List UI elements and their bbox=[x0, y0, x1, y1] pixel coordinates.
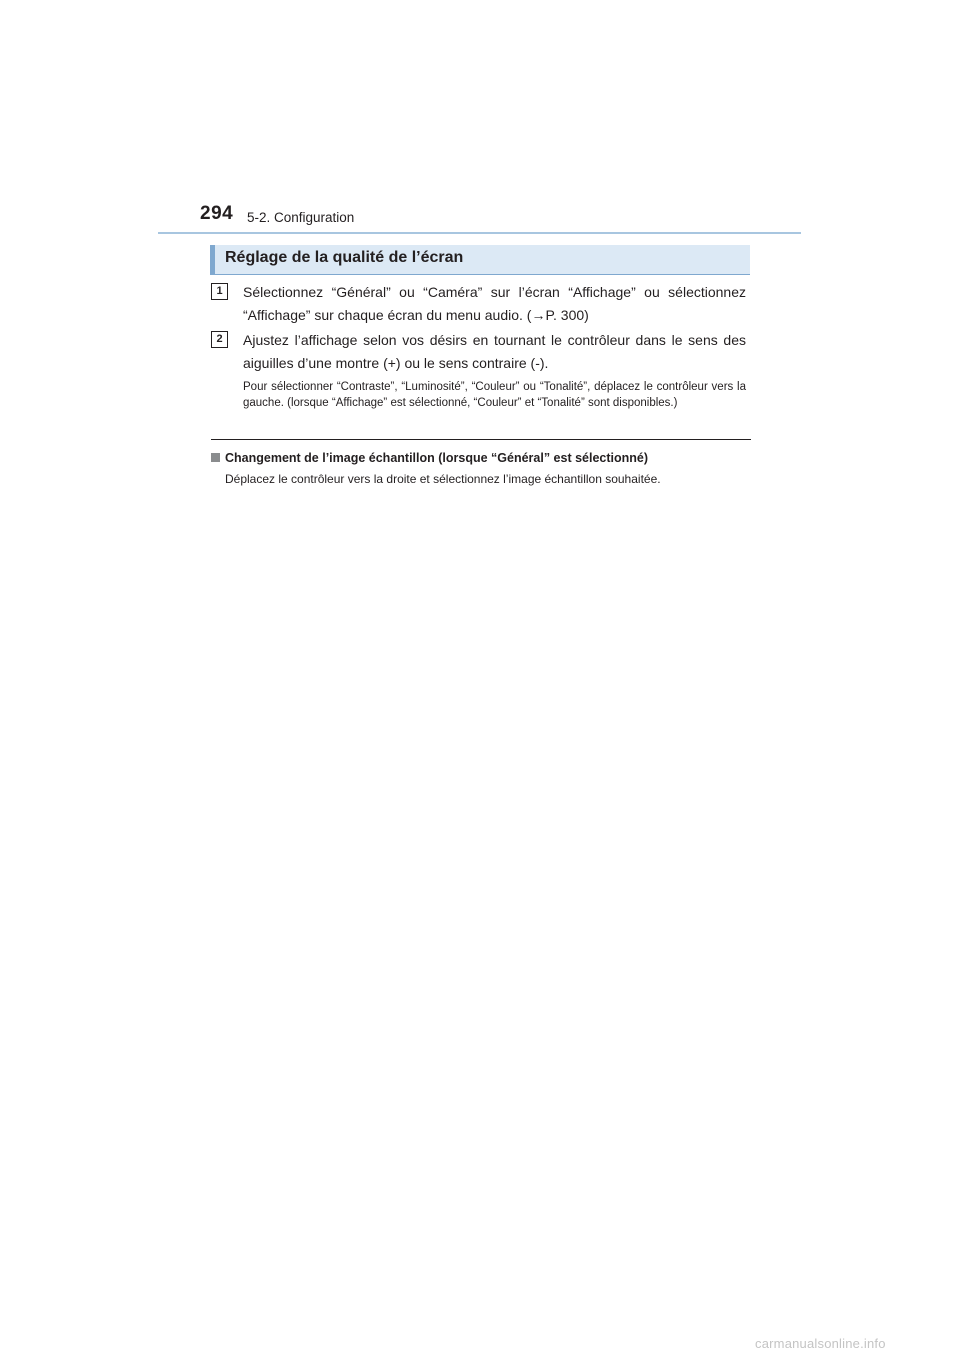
step-number-badge: 1 bbox=[211, 283, 228, 300]
header-rule bbox=[158, 232, 801, 234]
info-heading-text: Changement de l’image échantillon (lorsque “Général” est sélectionné) bbox=[225, 451, 649, 465]
info-heading bbox=[211, 451, 751, 465]
step-text: Ajustez l’affichage selon vos désirs en tournant le contrôleur dans le sens des aiguilles d’une montre (+) ou le sens contraire (-). bbox=[243, 332, 746, 371]
section-title: Réglage de la qualité de l’écran bbox=[225, 249, 464, 266]
section-title-bar bbox=[210, 245, 750, 274]
section-label: 5-2. Configuration bbox=[247, 210, 355, 225]
divider bbox=[211, 439, 751, 440]
step-text: Sélectionnez “Général” ou “Caméra” sur l’écran “Affichage” ou sélectionnez “Affichage” sur chaque écran du menu audio. (→P. 300) bbox=[243, 284, 746, 323]
info-body: Déplacez le contrôleur vers la droite et sélectionnez l’image échantillon souhaitée. bbox=[225, 472, 661, 486]
step-number-badge: 2 bbox=[211, 331, 228, 348]
page-number: 294 bbox=[200, 203, 234, 224]
step-note: Pour sélectionner “Contraste”, “Luminosité”, “Couleur” ou “Tonalité”, déplacez le contrôleur vers la gauche. (lorsque “Affichage” est sélectionné, “Couleur” et “Tonalité” sont disponibles.) bbox=[243, 381, 746, 409]
watermark[interactable]: carmanualsonline.info bbox=[755, 1336, 886, 1351]
page-header bbox=[0, 0, 960, 240]
square-bullet-icon bbox=[211, 453, 220, 462]
